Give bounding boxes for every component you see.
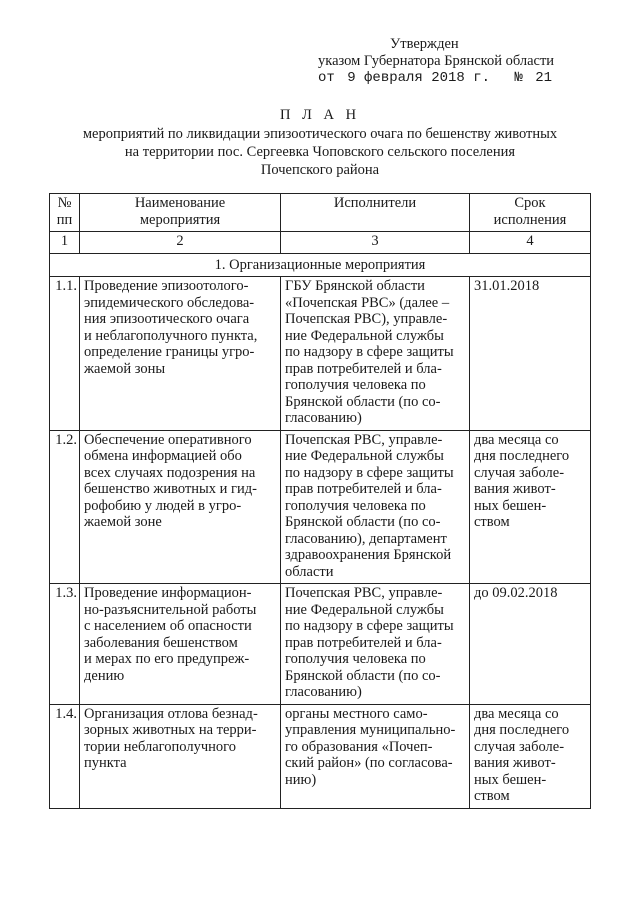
row-executors: органы местного само- управления муниципально- го образования «Почеп- ский район» (по согласова- нию) — [281, 704, 470, 808]
row-deadline: два месяца со дня последнего случая заболе- вания живот- ных бешен- ством — [470, 430, 591, 584]
row-number: 1.2. — [50, 430, 80, 584]
header-deadline: Срок исполнения — [470, 194, 591, 232]
row-name: Проведение информацион- но-разъяснительной работы с населением об опасности заболевания бешенством и мерах по его предупреж- дению — [80, 584, 281, 705]
row-name: Обеспечение оперативного обмена информацией обо всех случаях подозрения на бешенство животных и гид- рофобию у людей в угро- жаемой зоне — [80, 430, 281, 584]
row-number: 1.1. — [50, 277, 80, 431]
table-index-row — [50, 232, 591, 254]
index-cell: 4 — [470, 232, 591, 254]
section-title: 1. Организационные мероприятия — [50, 253, 591, 277]
header-executors: Исполнители — [281, 194, 470, 232]
table-row — [50, 704, 591, 808]
row-executors: ГБУ Брянской области «Почепская РВС» (далее – Почепская РВС), управле- ние Федеральной службы по надзору в сфере защиты прав потребителей и бла- гополучия человека по Брянской области (по со- гласованию) — [281, 277, 470, 431]
row-name: Проведение эпизоотолого- эпидемического обследова- ния эпизоотического очага и неблагополучного пункта, определение границы угро- жаемой зоны — [80, 277, 281, 431]
approval-from-label: от — [318, 70, 335, 86]
approval-number: 21 — [535, 70, 553, 86]
index-cell: 3 — [281, 232, 470, 254]
table-row — [50, 584, 591, 705]
approval-title: Утвержден — [390, 36, 459, 52]
row-number: 1.4. — [50, 704, 80, 808]
index-cell: 1 — [50, 232, 80, 254]
section-row — [50, 253, 591, 277]
row-deadline: два месяца со дня последнего случая заболе- вания живот- ных бешен- ством — [470, 704, 591, 808]
row-deadline: до 09.02.2018 — [470, 584, 591, 705]
approval-number-label: № — [514, 70, 523, 86]
row-name: Организация отлова безнад- зорных животных на терри- тории неблагополучного пункта — [80, 704, 281, 808]
header-number: № пп — [50, 194, 80, 232]
plan-table — [49, 193, 591, 809]
approval-date-line — [318, 70, 554, 87]
plan-title: П Л А Н — [279, 107, 361, 123]
row-executors: Почепская РВС, управле- ние Федеральной службы по надзору в сфере защиты прав потребителей и бла- гополучия человека по Брянской области (по со- гласованию) — [281, 584, 470, 705]
row-deadline: 31.01.2018 — [470, 277, 591, 431]
index-cell: 2 — [80, 232, 281, 254]
table-header-row — [50, 194, 591, 232]
approval-date: 9 февраля 2018 г. — [347, 70, 491, 86]
table-row — [50, 430, 591, 584]
row-number: 1.3. — [50, 584, 80, 705]
approval-block — [318, 36, 554, 87]
approval-authority: указом Губернатора Брянской области — [318, 53, 555, 69]
plan-subtitle: мероприятий по ликвидации эпизоотического очага по бешенству животных на территории пос. Сергеевка Чоповского сельского поселения Почепского района — [82, 126, 558, 178]
header-name: Наименование мероприятия — [80, 194, 281, 232]
row-executors: Почепская РВС, управле- ние Федеральной службы по надзору в сфере защиты прав потребителей и бла- гополучия человека по Брянской области (по со- гласованию), департамент здравоохранения Брянской области — [281, 430, 470, 584]
table-row — [50, 277, 591, 431]
